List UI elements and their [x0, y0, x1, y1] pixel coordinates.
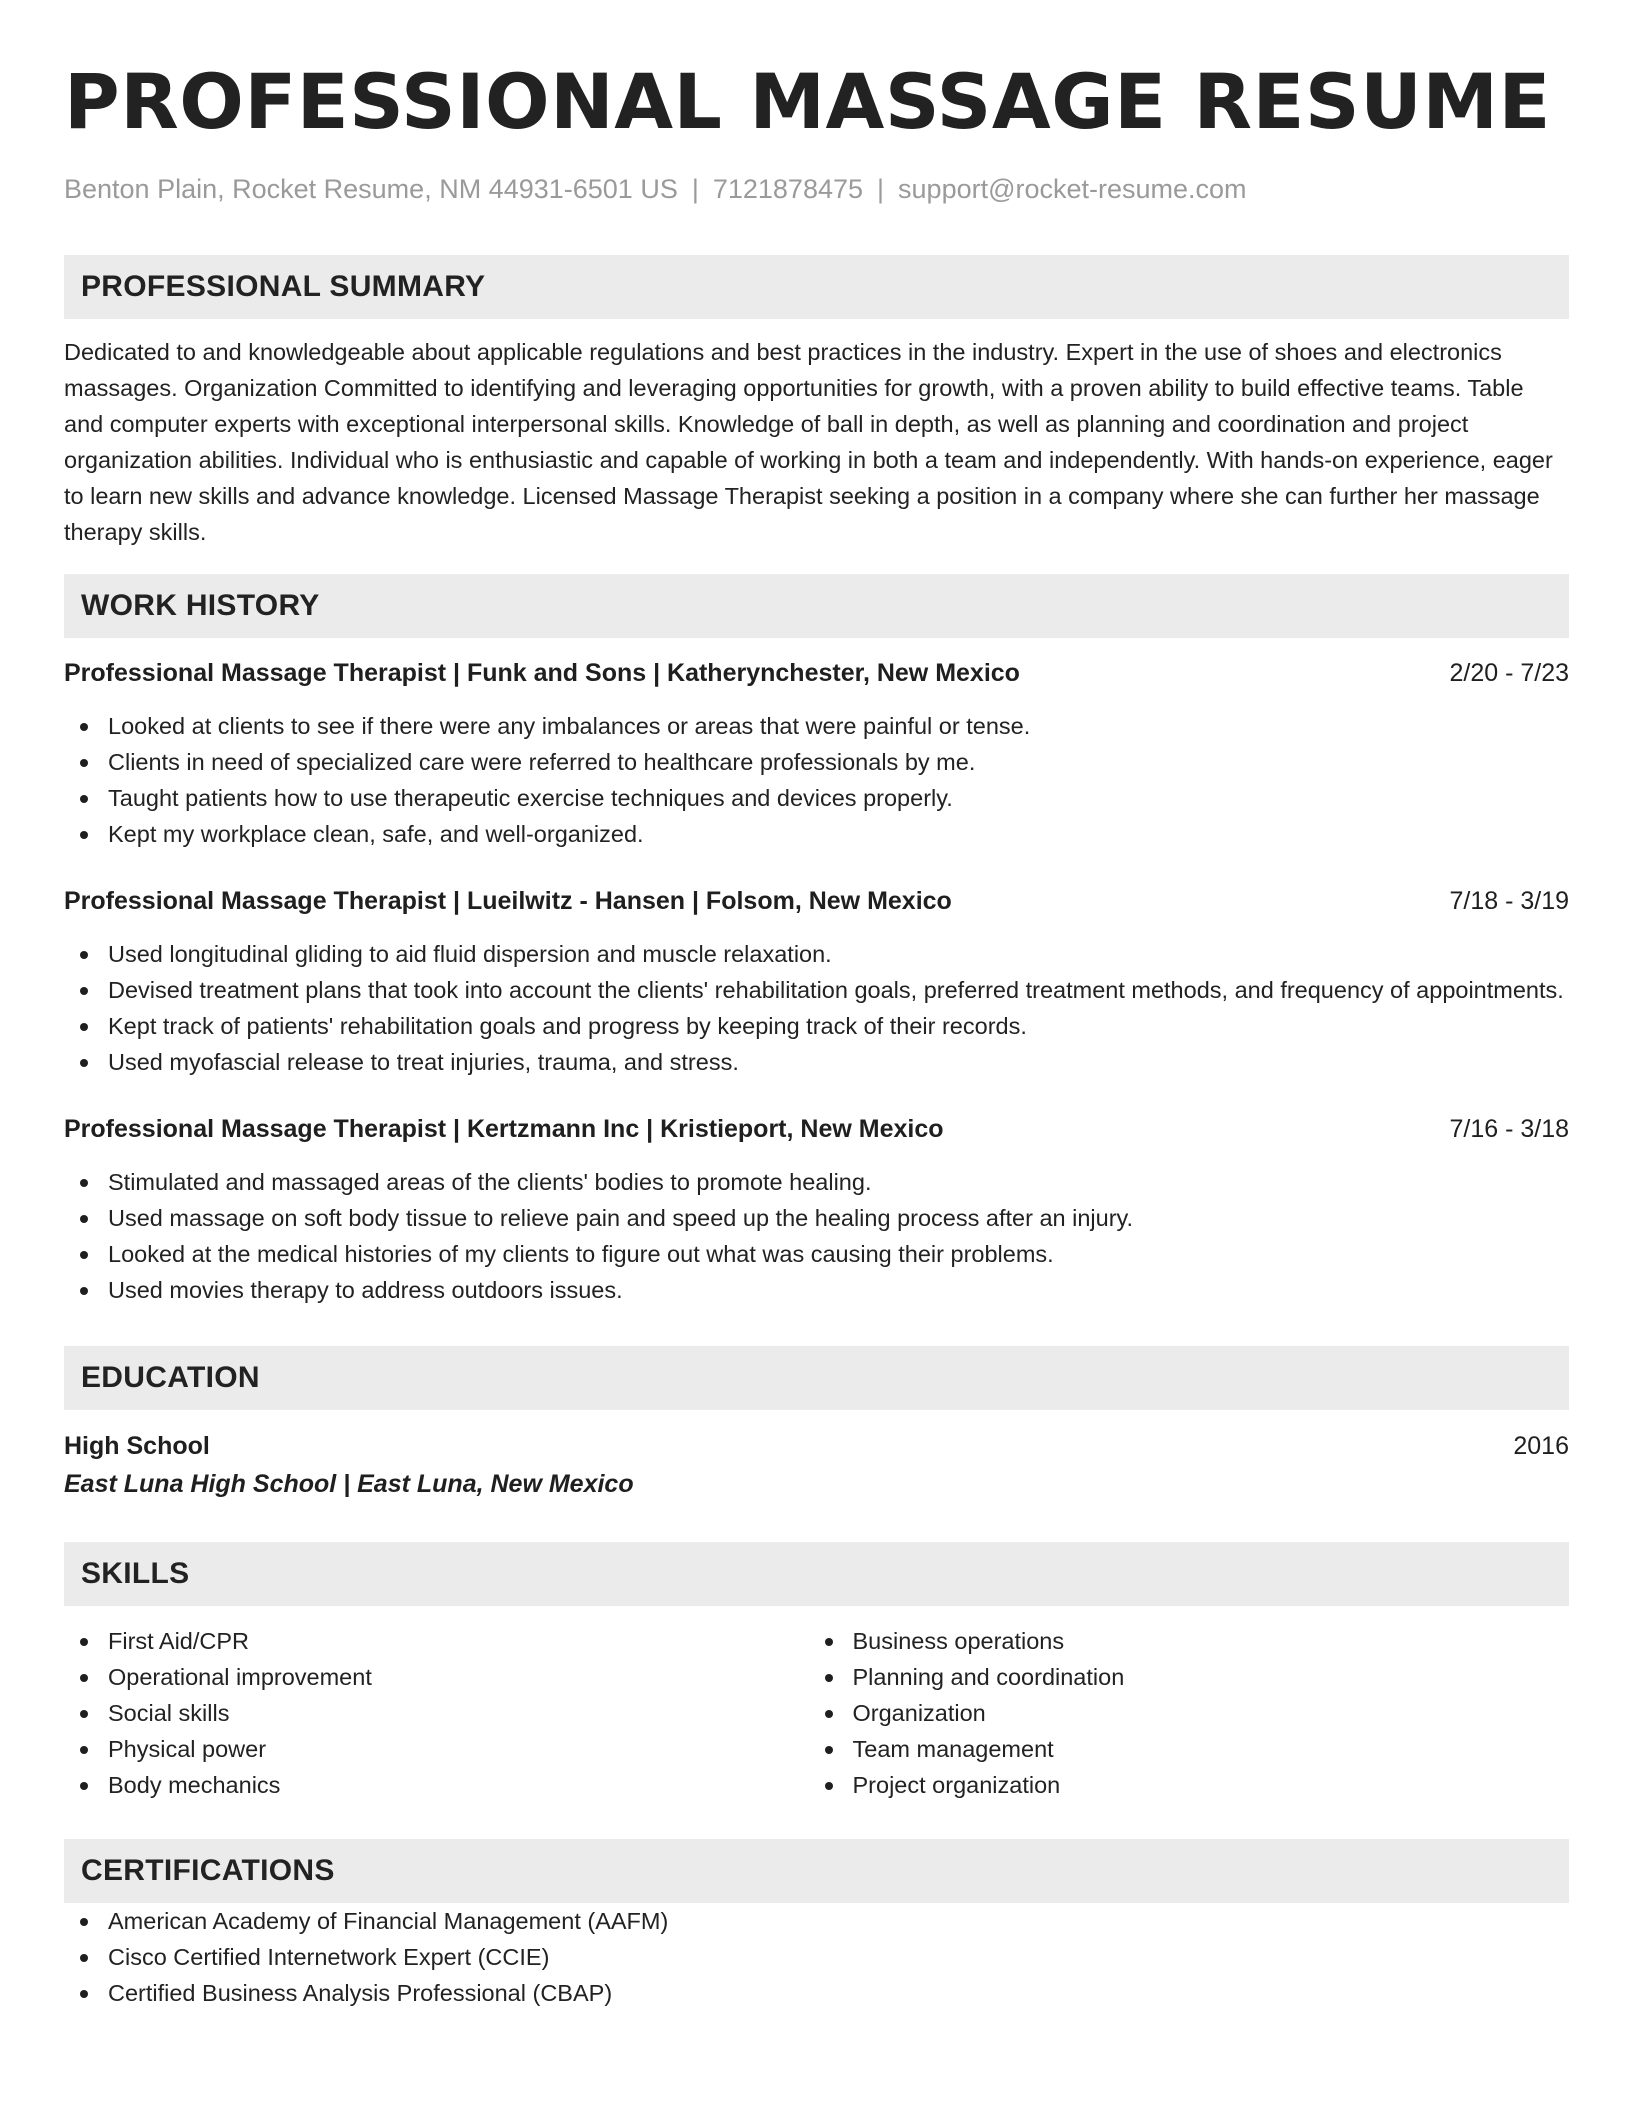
- list-item: Kept my workplace clean, safe, and well-organized.: [64, 816, 1569, 852]
- certifications-heading: CERTIFICATIONS: [64, 1839, 1569, 1903]
- job-header: [64, 883, 1569, 919]
- list-item: Used myofascial release to treat injuries, trauma, and stress.: [64, 1044, 1569, 1080]
- list-item: Taught patients how to use therapeutic exercise techniques and devices properly.: [64, 780, 1569, 816]
- contact-phone: 7121878475: [712, 174, 864, 204]
- job-bullets: [64, 936, 1569, 1080]
- list-item: Cisco Certified Internetwork Expert (CCIE): [64, 1939, 1569, 1975]
- list-item: Kept track of patients' rehabilitation goals and progress by keeping track of their records.: [64, 1008, 1569, 1044]
- list-item: Social skills: [64, 1695, 817, 1731]
- list-item: Stimulated and massaged areas of the clients' bodies to promote healing.: [64, 1164, 1569, 1200]
- work-history-heading: WORK HISTORY: [64, 574, 1569, 638]
- job-entry: [64, 655, 1569, 852]
- list-item: Devised treatment plans that took into account the clients' rehabilitation goals, preferred treatment methods, and frequency of appointments.: [64, 972, 1569, 1008]
- job-bullets: [64, 708, 1569, 852]
- list-item: Operational improvement: [64, 1659, 817, 1695]
- list-item: Planning and coordination: [809, 1659, 1562, 1695]
- job-title: Professional Massage Therapist | Kertzmann Inc | Kristieport, New Mexico: [64, 1115, 944, 1143]
- contact-address: Benton Plain, Rocket Resume, NM 44931-6501 US: [64, 174, 678, 204]
- list-item: Body mechanics: [64, 1767, 817, 1803]
- job-title: Professional Massage Therapist | Lueilwitz - Hansen | Folsom, New Mexico: [64, 887, 952, 915]
- job-title: Professional Massage Therapist | Funk and Sons | Katherynchester, New Mexico: [64, 659, 1020, 687]
- skills-columns: [64, 1623, 1569, 1803]
- list-item: Physical power: [64, 1731, 817, 1767]
- job-dates: 7/16 - 3/18: [1449, 1115, 1569, 1143]
- list-item: Project organization: [809, 1767, 1562, 1803]
- job-dates: 2/20 - 7/23: [1449, 659, 1569, 687]
- contact-email: support@rocket-resume.com: [898, 174, 1247, 204]
- education-heading: EDUCATION: [64, 1346, 1569, 1410]
- list-item: First Aid/CPR: [64, 1623, 817, 1659]
- contact-separator: |: [691, 174, 699, 204]
- list-item: Business operations: [809, 1623, 1562, 1659]
- resume-title: PROFESSIONAL MASSAGE RESUME: [64, 57, 1551, 146]
- list-item: Team management: [809, 1731, 1562, 1767]
- list-item: Clients in need of specialized care were referred to healthcare professionals by me.: [64, 744, 1569, 780]
- skills-list-left: [64, 1623, 817, 1803]
- education-school: East Luna High School | East Luna, New Mexico: [64, 1470, 634, 1498]
- job-bullets: [64, 1164, 1569, 1308]
- summary-heading: PROFESSIONAL SUMMARY: [64, 255, 1569, 319]
- certifications-list: [64, 1903, 1569, 2011]
- job-header: [64, 1111, 1569, 1147]
- list-item: American Academy of Financial Management (AAFM): [64, 1903, 1569, 1939]
- list-item: Used massage on soft body tissue to relieve pain and speed up the healing process after an injury.: [64, 1200, 1569, 1236]
- list-item: Looked at clients to see if there were any imbalances or areas that were painful or tense.: [64, 708, 1569, 744]
- contact-separator: |: [877, 174, 885, 204]
- list-item: Organization: [809, 1695, 1562, 1731]
- job-dates: 7/18 - 3/19: [1449, 887, 1569, 915]
- education-degree: High School: [64, 1432, 210, 1460]
- education-header: [64, 1428, 1569, 1464]
- list-item: Looked at the medical histories of my clients to figure out what was causing their problems.: [64, 1236, 1569, 1272]
- job-entry: [64, 1111, 1569, 1308]
- list-item: Used movies therapy to address outdoors issues.: [64, 1272, 1569, 1308]
- summary-text: Dedicated to and knowledgeable about applicable regulations and best practices in the industry. Expert in the use of shoes and electronics massages. Organization Committed to identifying and leveraging opportunities for growth, with a proven ability to build effective teams. Table and computer experts with exceptional interpersonal skills. Knowledge of ball in depth, as well as planning and coordination and project organization abilities. Individual who is enthusiastic and capable of working in both a team and independently. With hands-on experience, eager to learn new skills and advance knowledge. Licensed Massage Therapist seeking a position in a company where she can further her massage therapy skills.: [64, 339, 1553, 545]
- job-entry: [64, 883, 1569, 1080]
- skills-list-right: [809, 1623, 1562, 1803]
- list-item: Used longitudinal gliding to aid fluid dispersion and muscle relaxation.: [64, 936, 1569, 972]
- skills-heading: SKILLS: [64, 1542, 1569, 1606]
- job-header: [64, 655, 1569, 691]
- contact-line: [64, 174, 1569, 205]
- education-year: 2016: [1513, 1432, 1569, 1460]
- list-item: Certified Business Analysis Professional (CBAP): [64, 1975, 1569, 2011]
